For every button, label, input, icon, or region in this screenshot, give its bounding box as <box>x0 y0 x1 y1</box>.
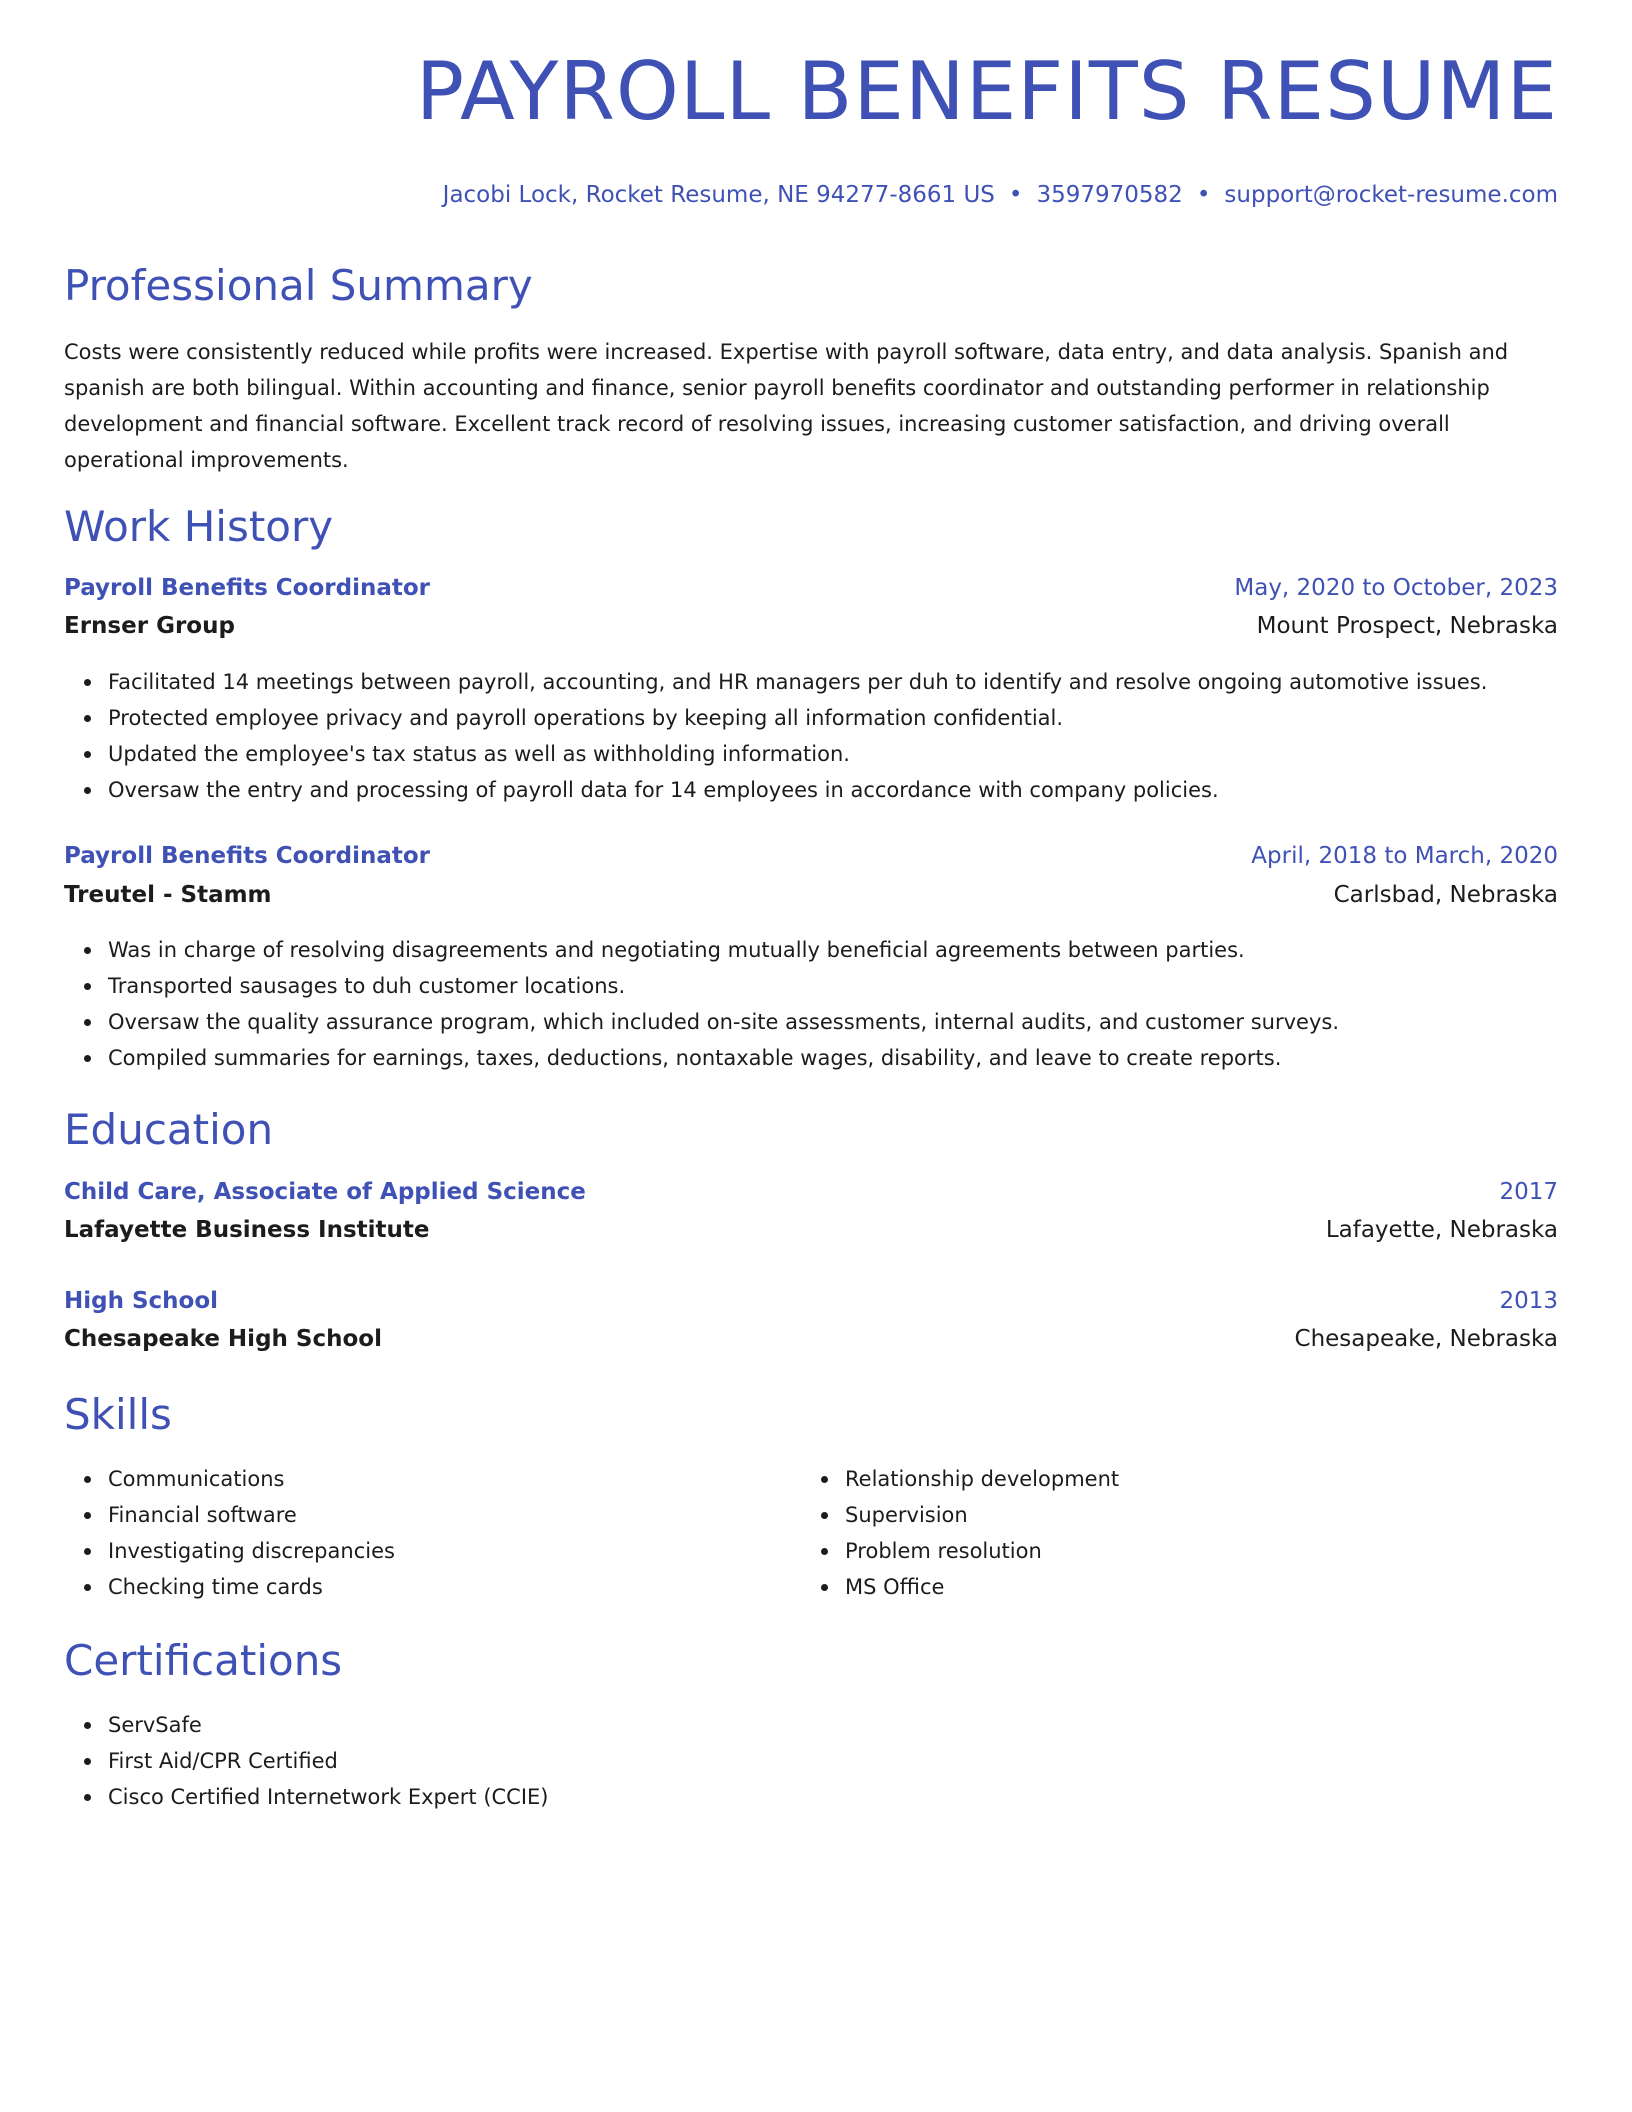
contact-address: Jacobi Lock, Rocket Resume, NE 94277-8661 US <box>442 182 995 208</box>
education-heading: Education <box>64 1105 274 1154</box>
job-header-row <box>64 843 1558 873</box>
certifications-list <box>64 1707 549 1815</box>
job-company: Treutel - Stamm <box>64 882 272 908</box>
contact-line <box>443 182 1558 208</box>
list-item: Cisco Certified Internetwork Expert (CCIE) <box>108 1779 549 1815</box>
list-item: Transported sausages to duh customer locations. <box>108 968 1339 1004</box>
contact-email: support@rocket-resume.com <box>1224 182 1558 208</box>
contact-phone: 3597970582 <box>1036 182 1183 208</box>
certifications-heading: Certifications <box>64 1636 343 1685</box>
job-dates: April, 2018 to March, 2020 <box>1251 843 1558 869</box>
education-header-row <box>64 1288 1558 1318</box>
list-item: Updated the employee's tax status as well as withholding information. <box>108 736 1487 772</box>
list-item: Problem resolution <box>845 1533 1119 1569</box>
education-school-row <box>64 1326 1558 1356</box>
list-item: Facilitated 14 meetings between payroll, accounting, and HR managers per duh to identify and resolve ongoing automotive issues. <box>108 664 1487 700</box>
list-item: Investigating discrepancies <box>108 1533 395 1569</box>
work-history-heading: Work History <box>64 502 334 551</box>
list-item: Protected employee privacy and payroll operations by keeping all information confidential. <box>108 700 1487 736</box>
education-header-row <box>64 1179 1558 1209</box>
education-school: Chesapeake High School <box>64 1326 382 1352</box>
education-location: Lafayette, Nebraska <box>1325 1217 1558 1243</box>
list-item: ServSafe <box>108 1707 549 1743</box>
education-school-row <box>64 1217 1558 1247</box>
list-item: Compiled summaries for earnings, taxes, deductions, nontaxable wages, disability, and leave to create reports. <box>108 1040 1339 1076</box>
list-item: Supervision <box>845 1497 1119 1533</box>
contact-separator: • <box>1196 182 1211 208</box>
list-item: Checking time cards <box>108 1569 395 1605</box>
list-item: MS Office <box>845 1569 1119 1605</box>
contact-separator: • <box>1008 182 1023 208</box>
job-header-row <box>64 575 1558 605</box>
list-item: First Aid/CPR Certified <box>108 1743 549 1779</box>
job-bullets <box>64 664 1487 808</box>
list-item: Communications <box>108 1461 395 1497</box>
list-item: Relationship development <box>845 1461 1119 1497</box>
education-year: 2013 <box>1499 1288 1558 1314</box>
job-title: Payroll Benefits Coordinator <box>64 575 431 601</box>
job-company: Ernser Group <box>64 613 235 639</box>
education-year: 2017 <box>1499 1179 1558 1205</box>
job-location: Mount Prospect, Nebraska <box>1256 613 1558 639</box>
list-item: Oversaw the entry and processing of payroll data for 14 employees in accordance with company policies. <box>108 772 1487 808</box>
skills-heading: Skills <box>64 1390 172 1439</box>
list-item: Financial software <box>108 1497 395 1533</box>
education-degree: High School <box>64 1288 219 1314</box>
job-company-row <box>64 882 1558 912</box>
job-bullets <box>64 932 1339 1076</box>
job-title: Payroll Benefits Coordinator <box>64 843 431 869</box>
education-school: Lafayette Business Institute <box>64 1217 430 1243</box>
education-location: Chesapeake, Nebraska <box>1294 1326 1558 1352</box>
list-item: Was in charge of resolving disagreements and negotiating mutually beneficial agreements between parties. <box>108 932 1339 968</box>
job-location: Carlsbad, Nebraska <box>1333 882 1558 908</box>
education-degree: Child Care, Associate of Applied Science <box>64 1179 586 1205</box>
resume-title: PAYROLL BENEFITS RESUME <box>415 45 1558 138</box>
list-item: Oversaw the quality assurance program, which included on-site assessments, internal audits, and customer surveys. <box>108 1004 1339 1040</box>
summary-text: Costs were consistently reduced while profits were increased. Expertise with payroll software, data entry, and data analysis. Spanish and spanish are both bilingual. Within accounting and finance, senior payroll benefits coordinator and outstanding performer in relationship development and financial software. Excellent track record of resolving issues, increasing customer satisfaction, and driving overall operational improvements. <box>64 340 1509 472</box>
skills-list-right <box>801 1461 1119 1605</box>
job-dates: May, 2020 to October, 2023 <box>1234 575 1558 601</box>
job-company-row <box>64 613 1558 643</box>
skills-list-left <box>64 1461 395 1605</box>
summary-heading: Professional Summary <box>64 261 533 310</box>
